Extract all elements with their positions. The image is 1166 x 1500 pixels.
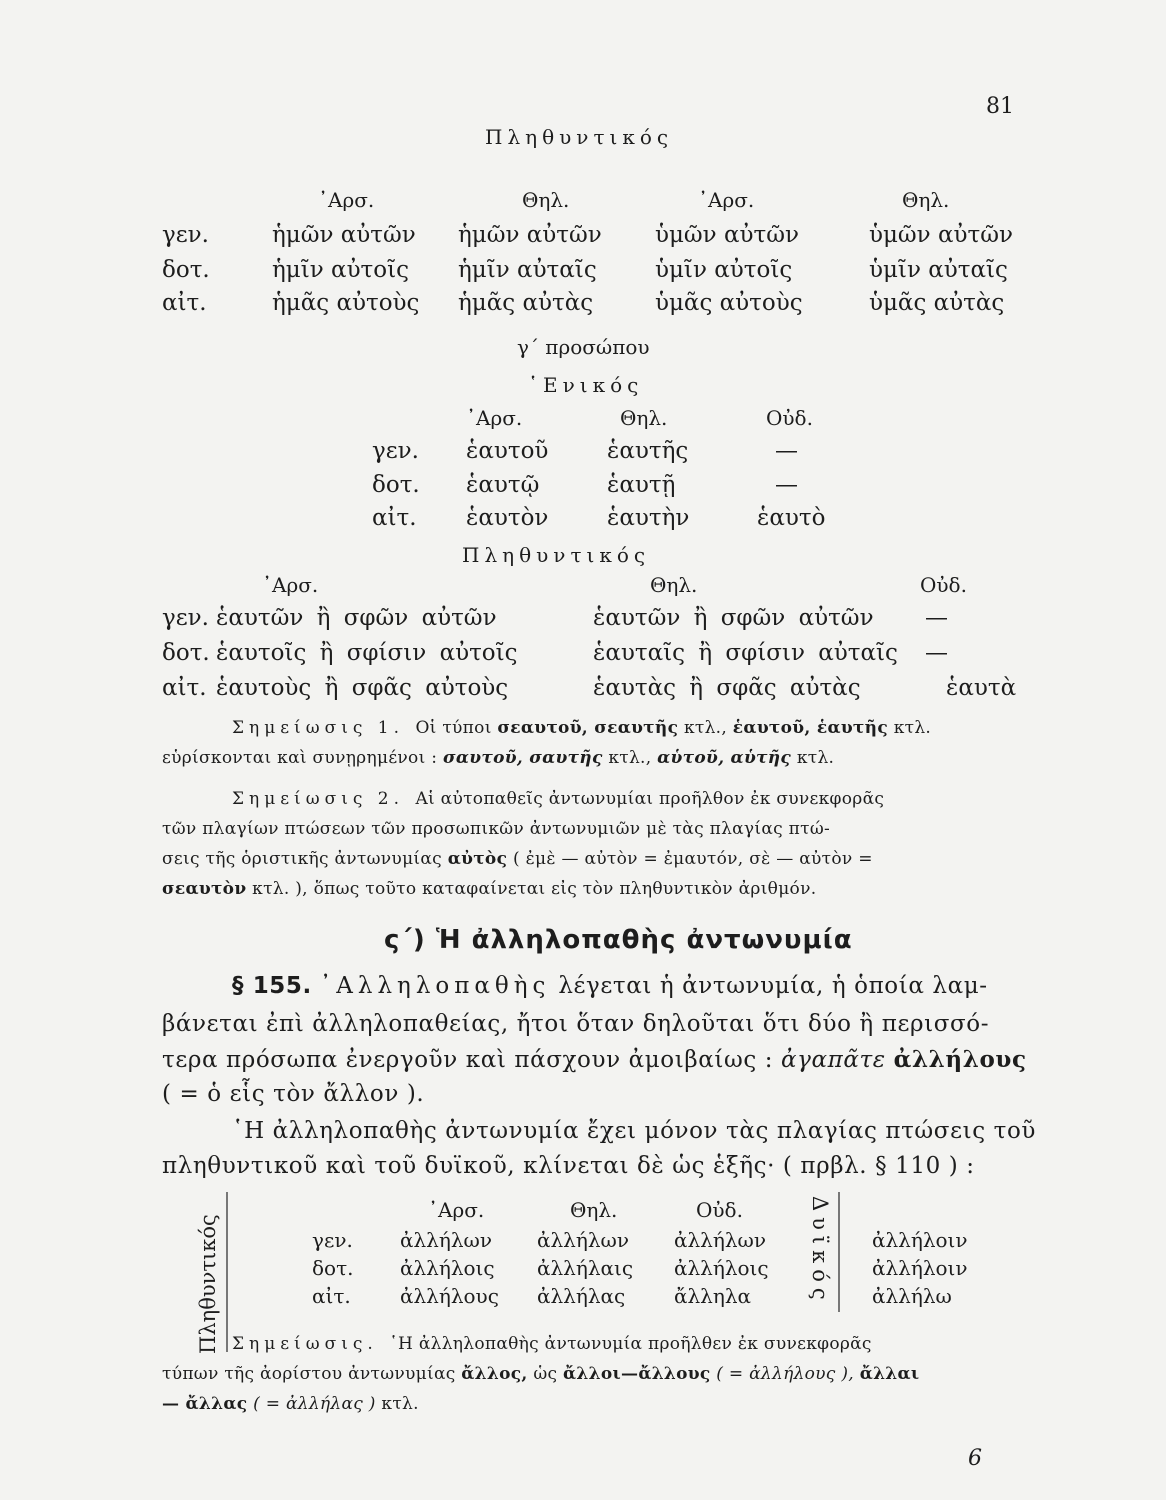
form-cell: ὑμᾶς αὐτὰς (869, 290, 1005, 316)
form-cell: ἑαυτὴν (607, 505, 690, 531)
form-cell: ἀλλήλων (674, 1228, 766, 1252)
note-3-line-1: Σημείωσις. ῾Η ἀλληλοπαθὴς ἀντωνυμία προῆλθεν ἐκ συνεκφορᾶς (232, 1334, 872, 1354)
bracket-left (226, 1192, 228, 1352)
case-label: γεν. (312, 1228, 353, 1252)
form-cell: ἀλλήλας (537, 1284, 626, 1308)
col-header-neut: Οὐδ. (696, 1198, 743, 1222)
form-cell: ἡμᾶς αὐτοὺς (272, 290, 420, 316)
col-header-masc: ᾿Αρσ. (262, 573, 319, 597)
form-cell: — (775, 472, 798, 498)
col-header-fem: Θηλ. (902, 188, 950, 212)
form-cell: ἡμῶν αὐτῶν (272, 222, 416, 248)
para-155-line-1: § 155. ᾿Αλληλοπαθὴς λέγεται ἡ ἀντωνυμία, ἡ ὁποία λαμ- (232, 973, 988, 999)
form-cell: ἑαυτῶν ἢ σφῶν αὐτῶν (593, 605, 874, 631)
form-cell: ὑμῖν αὐταῖς (869, 257, 1008, 283)
page-number: 81 (986, 94, 1014, 119)
plural-heading: Πληθυντικός (485, 125, 674, 149)
form-cell: ἡμῶν αὐτῶν (458, 222, 602, 248)
form-cell: ὑμῶν αὐτῶν (869, 222, 1013, 248)
form-cell: — (775, 438, 798, 464)
note-label: Σημείωσις 2. (232, 789, 405, 809)
form-cell-dual: ἀλλήλω (872, 1284, 952, 1308)
form-cell: ἑαυτοῦ (466, 438, 549, 464)
form-cell: ἑαυτῷ (466, 472, 540, 498)
form-cell: ὑμῶν αὐτῶν (655, 222, 799, 248)
plural-heading: Πληθυντικός (462, 543, 651, 567)
note-3-line-3: — ἄλλας ( = ἀλλήλας ) κτλ. (162, 1394, 419, 1414)
col-header-masc: ᾿Αρσ. (318, 188, 375, 212)
case-label: γεν. (162, 605, 209, 631)
case-label: αἰτ. (162, 675, 207, 701)
para-155-line-3: τερα πρόσωπα ἐνεργοῦν καὶ πάσχουν ἀμοιβαίως : ἀγαπᾶτε ἀλλήλους (162, 1046, 1027, 1073)
note-3-line-2: τύπων τῆς ἀορίστου ἀντωνυμίας ἄλλος, ὡς ἄλλοι—ἄλλους ( = ἀλλήλους ), ἄλλαι (162, 1364, 920, 1384)
form-cell: ἡμῖν αὐταῖς (458, 257, 597, 283)
form-cell: ἑαυτὸν (466, 505, 549, 531)
col-header-masc: ᾿Αρσ. (466, 406, 523, 430)
section-number: § 155. (232, 973, 312, 999)
note-1-line-2: εὑρίσκονται καὶ συνῃρημένοι : σαυτοῦ, σαυτῆς κτλ., αὑτοῦ, αὑτῆς κτλ. (162, 748, 835, 768)
case-label: δοτ. (162, 640, 210, 666)
col-header-fem: Θηλ. (522, 188, 570, 212)
note-2-line-1: Σημείωσις 2. Αἱ αὐτοπαθεῖς ἀντωνυμίαι προῆλθον ἐκ συνεκφορᾶς (232, 789, 885, 809)
side-label-dual: Δυϊκός (808, 1196, 832, 1306)
form-cell: ἀλλήλαις (537, 1256, 634, 1280)
case-label: δοτ. (312, 1256, 354, 1280)
form-cell: ὑμᾶς αὐτοὺς (655, 290, 803, 316)
form-cell: ἀλλήλων (400, 1228, 492, 1252)
note-label: Σημείωσις. (232, 1334, 378, 1354)
form-cell: ἑαυτῆς (607, 438, 689, 464)
para-155-line-4: ( = ὁ εἷς τὸν ἄλλον ). (162, 1081, 425, 1107)
form-cell: ἡμᾶς αὐτὰς (458, 290, 594, 316)
form-cell: ἑαυτὰς ἢ σφᾶς αὐτὰς (593, 675, 861, 701)
form-cell: ἑαυτὸ (757, 505, 826, 531)
case-label: αἰτ. (312, 1284, 351, 1308)
form-cell: — (925, 640, 948, 666)
note-2-line-2: τῶν πλαγίων πτώσεων τῶν προσωπικῶν ἀντωνυμιῶν μὲ τὰς πλαγίας πτώ- (162, 819, 831, 839)
form-cell: ἑαυτὰ (946, 675, 1017, 701)
para-b-line-2: πληθυντικοῦ καὶ τοῦ δυϊκοῦ, κλίνεται δὲ ὡς ἑξῆς· ( πρβλ. § 110 ) : (162, 1153, 975, 1179)
case-label: αἰτ. (162, 290, 207, 316)
form-cell: ἡμῖν αὐτοῖς (272, 257, 410, 283)
form-cell: — (925, 605, 948, 631)
para-b-line-1: ῾Η ἀλληλοπαθὴς ἀντωνυμία ἔχει μόνον τὰς πλαγίας πτώσεις τοῦ (232, 1118, 1036, 1144)
col-header-neut: Οὐδ. (920, 573, 967, 597)
form-cell: ἀλλήλους (400, 1284, 499, 1308)
col-header-neut: Οὐδ. (766, 406, 813, 430)
case-label: αἰτ. (372, 505, 417, 531)
col-header-fem: Θηλ. (570, 1198, 618, 1222)
form-cell: ἑαυταῖς ἢ σφίσιν αὐταῖς (593, 640, 898, 666)
signature-mark: 6 (968, 1446, 982, 1471)
form-cell: ἑαυτοὺς ἢ σφᾶς αὐτοὺς (216, 675, 509, 701)
section-title: ς΄) Ἡ ἀλληλοπαθὴς ἀντωνυμία (384, 925, 853, 955)
form-cell: ὑμῖν αὐτοῖς (655, 257, 793, 283)
form-cell: ἀλλήλοις (674, 1256, 769, 1280)
bracket-right (838, 1192, 840, 1312)
case-label: δοτ. (372, 472, 420, 498)
form-cell: ἑαυτῶν ἢ σφῶν αὐτῶν (216, 605, 497, 631)
singular-heading: ῾Ενικός (528, 373, 644, 397)
col-header-masc: ᾿Αρσ. (428, 1198, 485, 1222)
case-label: γεν. (372, 438, 419, 464)
note-label: Σημείωσις 1. (232, 718, 405, 738)
note-2-line-3: σεις τῆς ὁριστικῆς ἀντωνυμίας αὐτὸς ( ἐμὲ — αὐτὸν = ἐμαυτόν, σὲ — αὐτὸν = (162, 849, 873, 869)
side-label-plural: Πληθυντικός (196, 1214, 220, 1354)
form-cell: ἑαυτοῖς ἢ σφίσιν αὐτοῖς (216, 640, 518, 666)
case-label: γεν. (162, 222, 209, 248)
case-label: δοτ. (162, 257, 210, 283)
third-person-label: γ΄ προσώπου (517, 335, 650, 359)
col-header-masc: ᾿Αρσ. (698, 188, 755, 212)
form-cell: ἀλλήλων (537, 1228, 629, 1252)
form-cell: ἄλληλα (674, 1284, 752, 1308)
note-2-line-4: σεαυτὸν κτλ. ), ὅπως τοῦτο καταφαίνεται εἰς τὸν πληθυντικὸν ἀριθμόν. (162, 879, 817, 899)
para-155-line-2: βάνεται ἐπὶ ἀλληλοπαθείας, ἤτοι ὅταν δηλοῦται ὅτι δύο ἢ περισσό- (162, 1011, 990, 1037)
form-cell: ἑαυτῇ (607, 472, 676, 498)
col-header-fem: Θηλ. (650, 573, 698, 597)
note-1-line-1: Σημείωσις 1. Οἱ τύποι σεαυτοῦ, σεαυτῆς κτλ., ἑαυτοῦ, ἑαυτῆς κτλ. (232, 718, 932, 738)
form-cell-dual: ἀλλήλοιν (872, 1256, 968, 1280)
col-header-fem: Θηλ. (620, 406, 668, 430)
form-cell-dual: ἀλλήλοιν (872, 1228, 968, 1252)
form-cell: ἀλλήλοις (400, 1256, 495, 1280)
